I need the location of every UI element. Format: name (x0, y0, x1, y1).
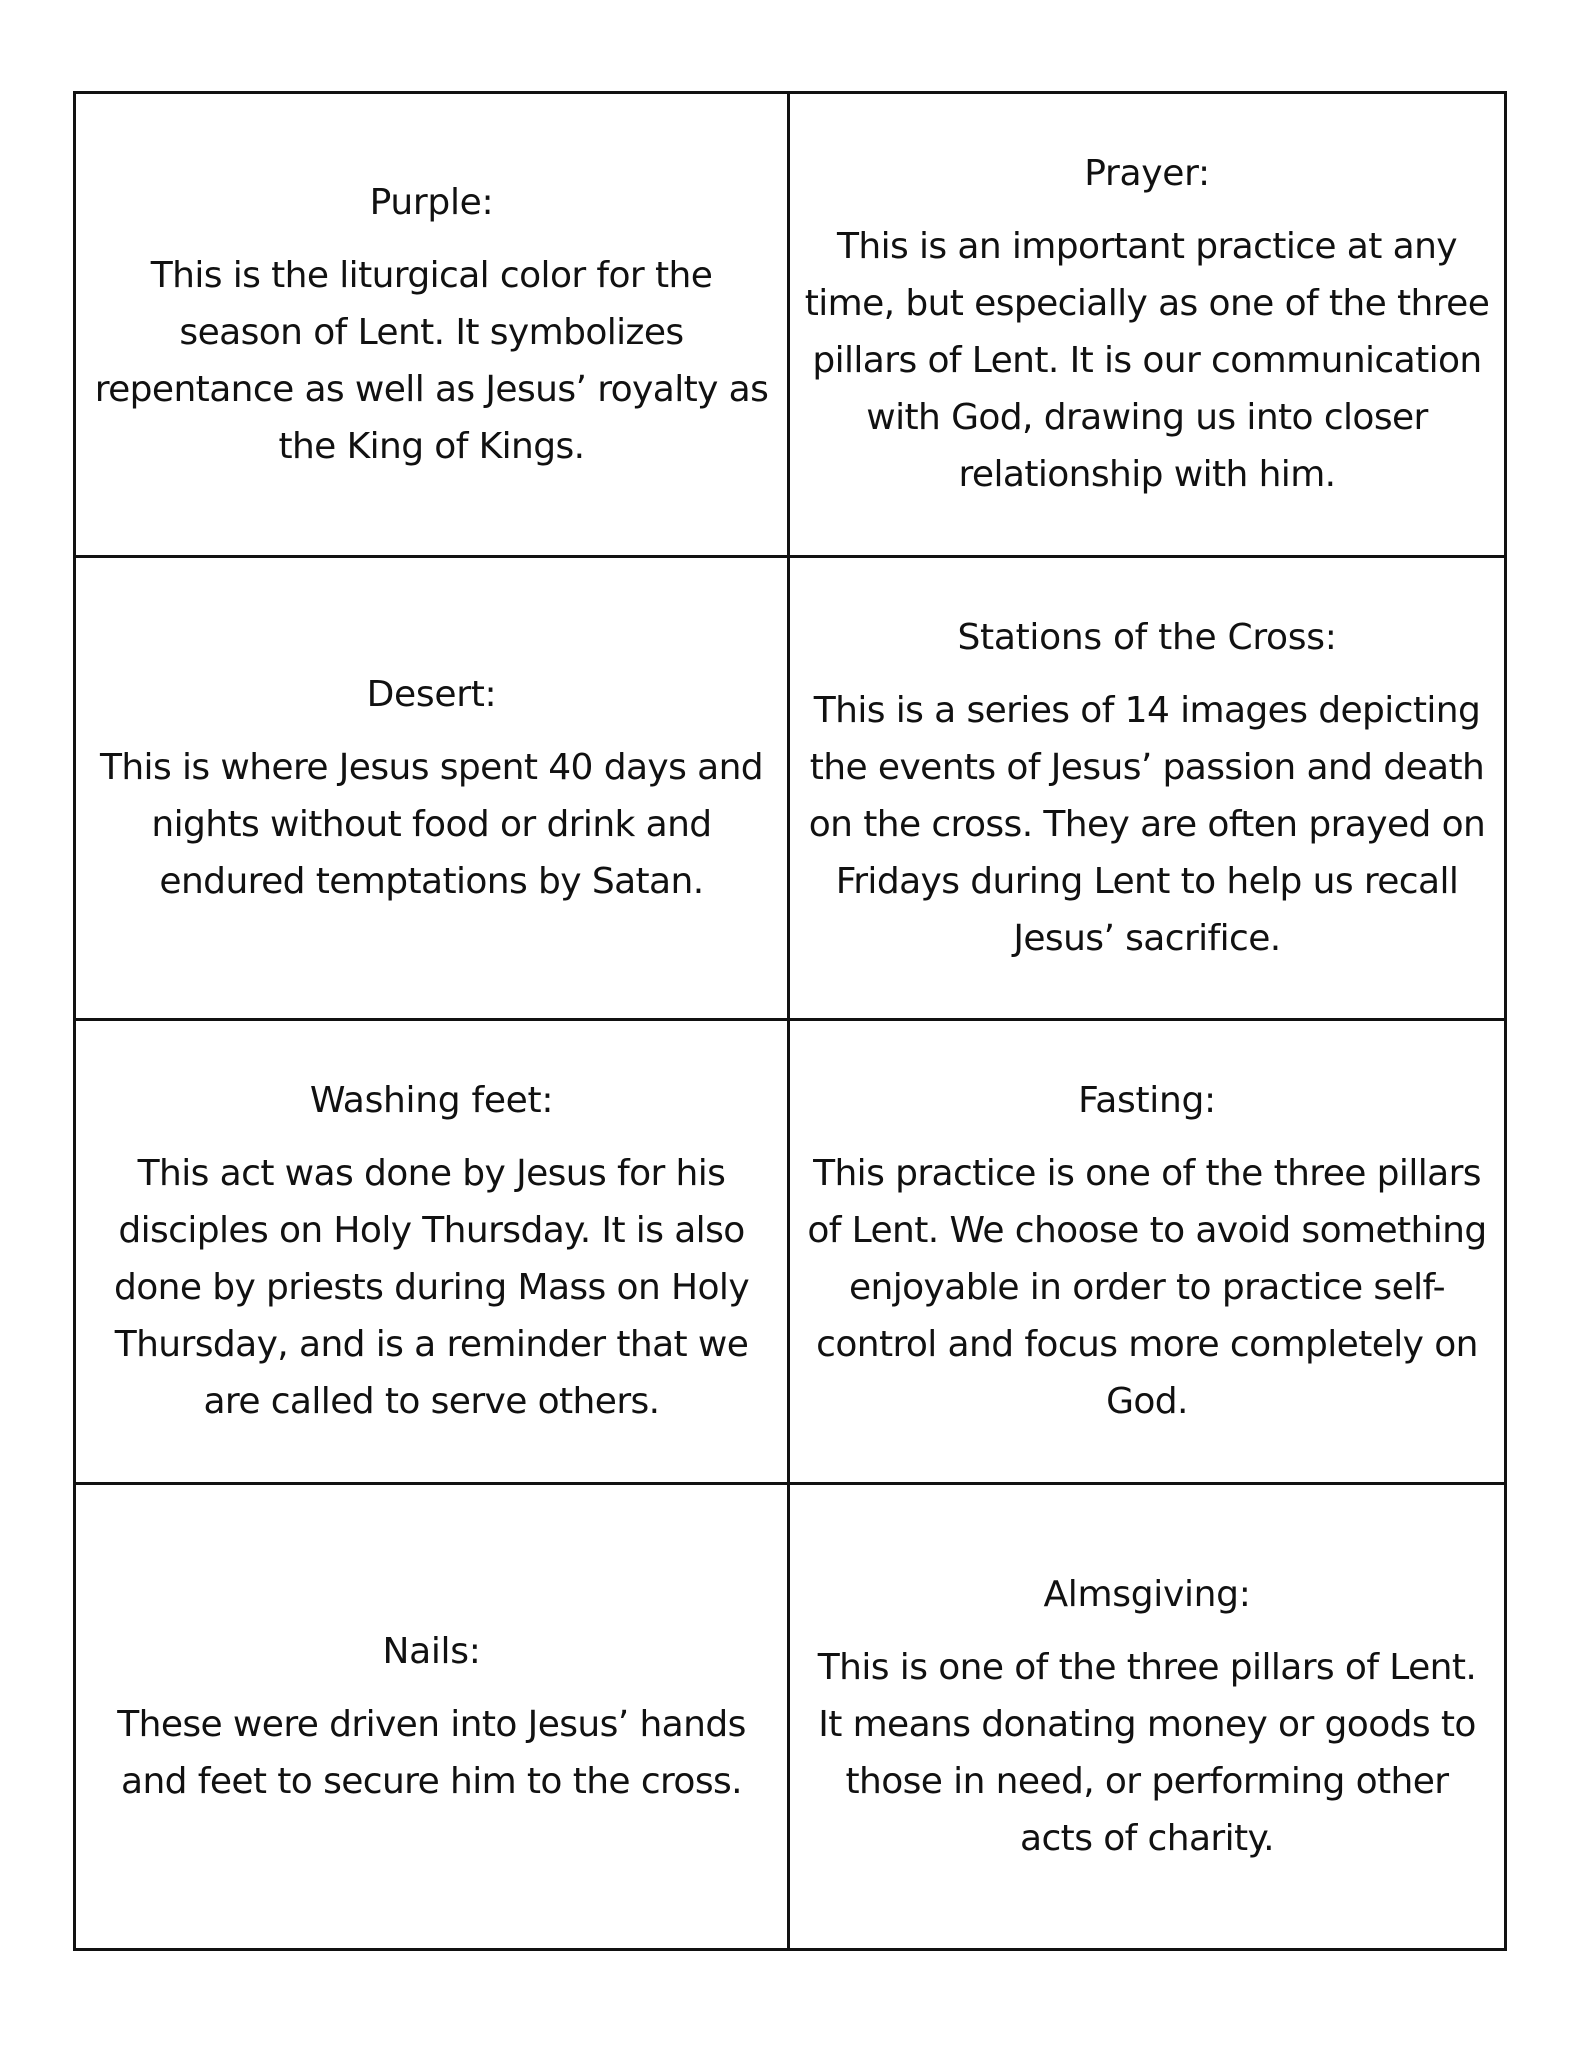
card-term: Almsgiving: (1043, 1573, 1251, 1615)
card-purple (76, 94, 790, 558)
card-definition: This is an important practice at any time, but especially as one of the three pillars of Lent. It is our communication with God, drawing us into closer relationship with him. (804, 226, 1490, 496)
card-term: Prayer: (1084, 153, 1210, 195)
card-prayer (790, 94, 1504, 558)
card-term: Purple: (369, 181, 494, 223)
card-term: Fasting: (1078, 1080, 1216, 1122)
card-term: Stations of the Cross: (957, 616, 1337, 658)
vocabulary-card-sheet (73, 91, 1507, 1951)
card-term: Nails: (382, 1630, 481, 1672)
card-stations-of-the-cross (790, 558, 1504, 1022)
card-definition: These were driven into Jesus’ hands and feet to secure him to the cross. (117, 1703, 746, 1802)
card-definition: This act was done by Jesus for his disciples on Holy Thursday. It is also done by priests during Mass on Holy Thursday, and is a reminder that we are called to serve others. (113, 1153, 750, 1423)
card-desert (76, 558, 790, 1022)
card-term: Desert: (366, 673, 497, 715)
card-definition: This is a series of 14 images depicting the events of Jesus’ passion and death on the cross. They are often prayed on Fridays during Lent to help us recall Jesus’ sacrifice. (808, 689, 1486, 959)
card-term: Washing feet: (309, 1080, 554, 1122)
card-washing-feet (76, 1021, 790, 1485)
card-fasting (790, 1021, 1504, 1485)
card-definition: This is one of the three pillars of Lent. It means donating money or goods to those in need, or performing other acts of charity. (817, 1646, 1477, 1859)
card-definition: This practice is one of the three pillars of Lent. We choose to avoid something enjoyable in order to practice self-control and focus more completely on God. (807, 1153, 1487, 1423)
card-almsgiving (790, 1485, 1504, 1949)
card-nails (76, 1485, 790, 1949)
card-definition: This is the liturgical color for the season of Lent. It symbolizes repentance as well as Jesus’ royalty as the King of Kings. (94, 254, 769, 467)
card-definition: This is where Jesus spent 40 days and nights without food or drink and endured temptations by Satan. (99, 746, 764, 902)
